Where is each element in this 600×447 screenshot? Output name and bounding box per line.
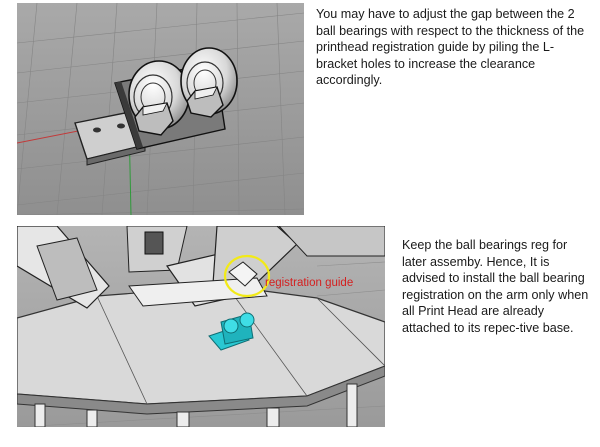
press-assembly-drawing xyxy=(17,226,385,427)
caption-adjust-gap: You may have to adjust the gap between the 2 ball bearings with respect to the thickness of the printhead registration guide by piling the L-bracket holes to increase the clearance accordingly. xyxy=(316,7,585,88)
caption-install-order: Keep the ball bearings reg for later assemby. Hence, It is advised to install the ball bearing registration on the arm only when all Print Head are already attached to its repec-tive base. xyxy=(402,238,589,335)
render-bearing-bracket xyxy=(17,3,304,215)
registration-guide-label: registration guide xyxy=(265,277,354,289)
bearing-bracket-drawing xyxy=(17,3,304,215)
render-press-assembly xyxy=(17,226,385,427)
bracket-hole-icon xyxy=(93,128,101,133)
